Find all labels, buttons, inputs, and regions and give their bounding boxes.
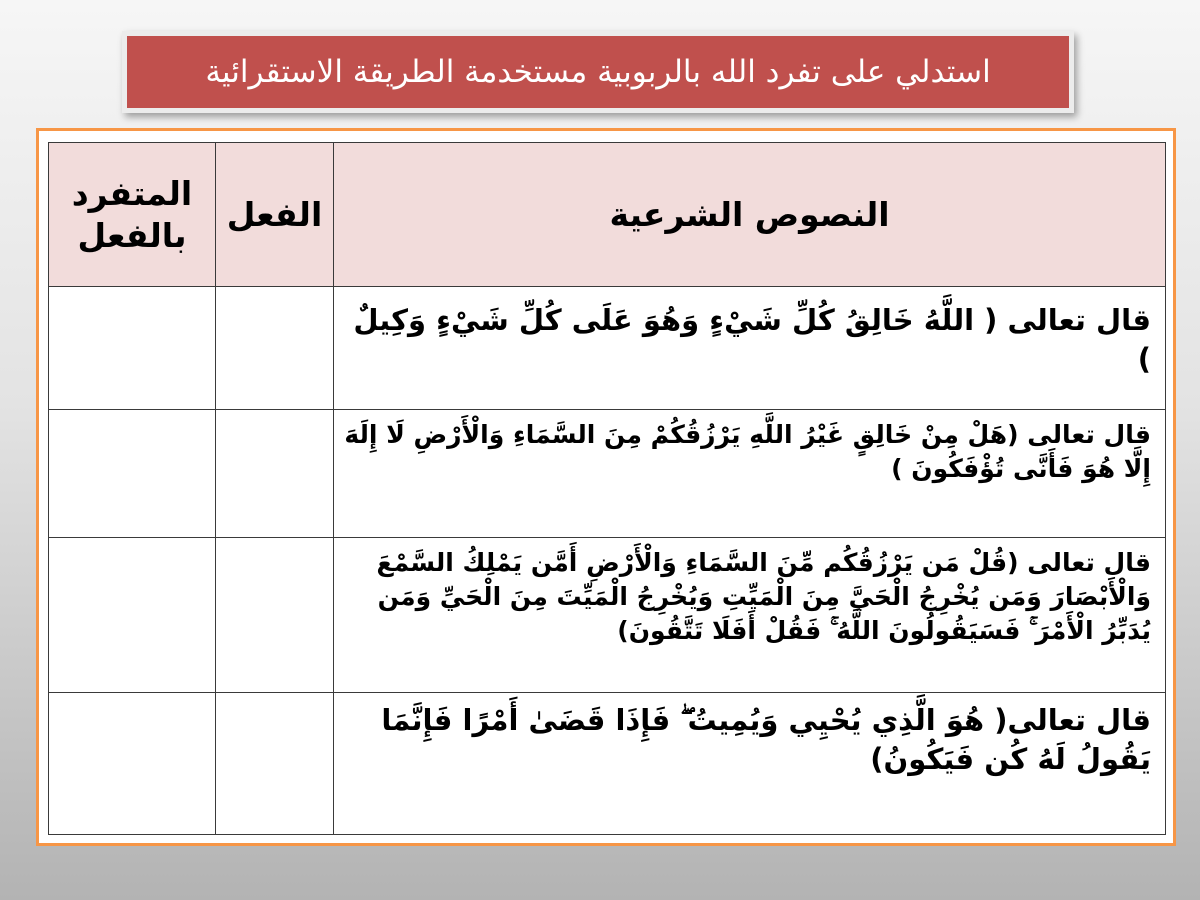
action-cell[interactable] xyxy=(216,693,334,835)
unique-cell[interactable] xyxy=(49,410,216,538)
action-cell[interactable] xyxy=(216,287,334,410)
header-texts: النصوص الشرعية xyxy=(334,143,1166,287)
verse-cell: قال تعالى ( اللَّهُ خَالِقُ كُلِّ شَيْءٍ وَهُوَ عَلَى كُلِّ شَيْءٍ وَكِيلٌ ) xyxy=(334,287,1166,410)
texts-table xyxy=(48,142,1166,835)
title-banner xyxy=(122,31,1074,113)
unique-cell[interactable] xyxy=(49,287,216,410)
unique-cell[interactable] xyxy=(49,538,216,693)
table-frame xyxy=(36,128,1176,846)
header-row xyxy=(49,143,1166,287)
verse-cell: قال تعالى (قُلْ مَن يَرْزُقُكُم مِّنَ السَّمَاءِ وَالْأَرْضِ أَمَّن يَمْلِكُ السَّمْعَ وَالْأَبْصَارَ وَمَن يُخْرِجُ الْحَيَّ مِنَ الْمَيِّتِ وَيُخْرِجُ الْمَيِّتَ مِنَ الْحَيِّ وَمَن يُدَبِّرُ الْأَمْرَ ۚ فَسَيَقُولُونَ اللَّهُ ۚ فَقُلْ أَفَلَا تَتَّقُونَ) xyxy=(334,538,1166,693)
header-action: الفعل xyxy=(216,143,334,287)
table-row xyxy=(49,538,1166,693)
verse-cell: قال تعالى (هَلْ مِنْ خَالِقٍ غَيْرُ اللَّهِ يَرْزُقُكُمْ مِنَ السَّمَاءِ وَالْأَرْضِ لَا إِلَهَ إِلَّا هُوَ فَأَنَّى تُؤْفَكُونَ ) xyxy=(334,410,1166,538)
slide-title: استدلي على تفرد الله بالربوبية مستخدمة الطريقة الاستقرائية xyxy=(205,54,991,90)
table-row xyxy=(49,410,1166,538)
table-row xyxy=(49,693,1166,835)
verse-cell: قال تعالى( هُوَ الَّذِي يُحْيِي وَيُمِيتُ ۖ فَإِذَا قَضَىٰ أَمْرًا فَإِنَّمَا يَقُولُ لَهُ كُن فَيَكُونُ) xyxy=(334,693,1166,835)
header-unique: المتفرد بالفعل xyxy=(49,143,216,287)
unique-cell[interactable] xyxy=(49,693,216,835)
table-row xyxy=(49,287,1166,410)
action-cell[interactable] xyxy=(216,538,334,693)
action-cell[interactable] xyxy=(216,410,334,538)
